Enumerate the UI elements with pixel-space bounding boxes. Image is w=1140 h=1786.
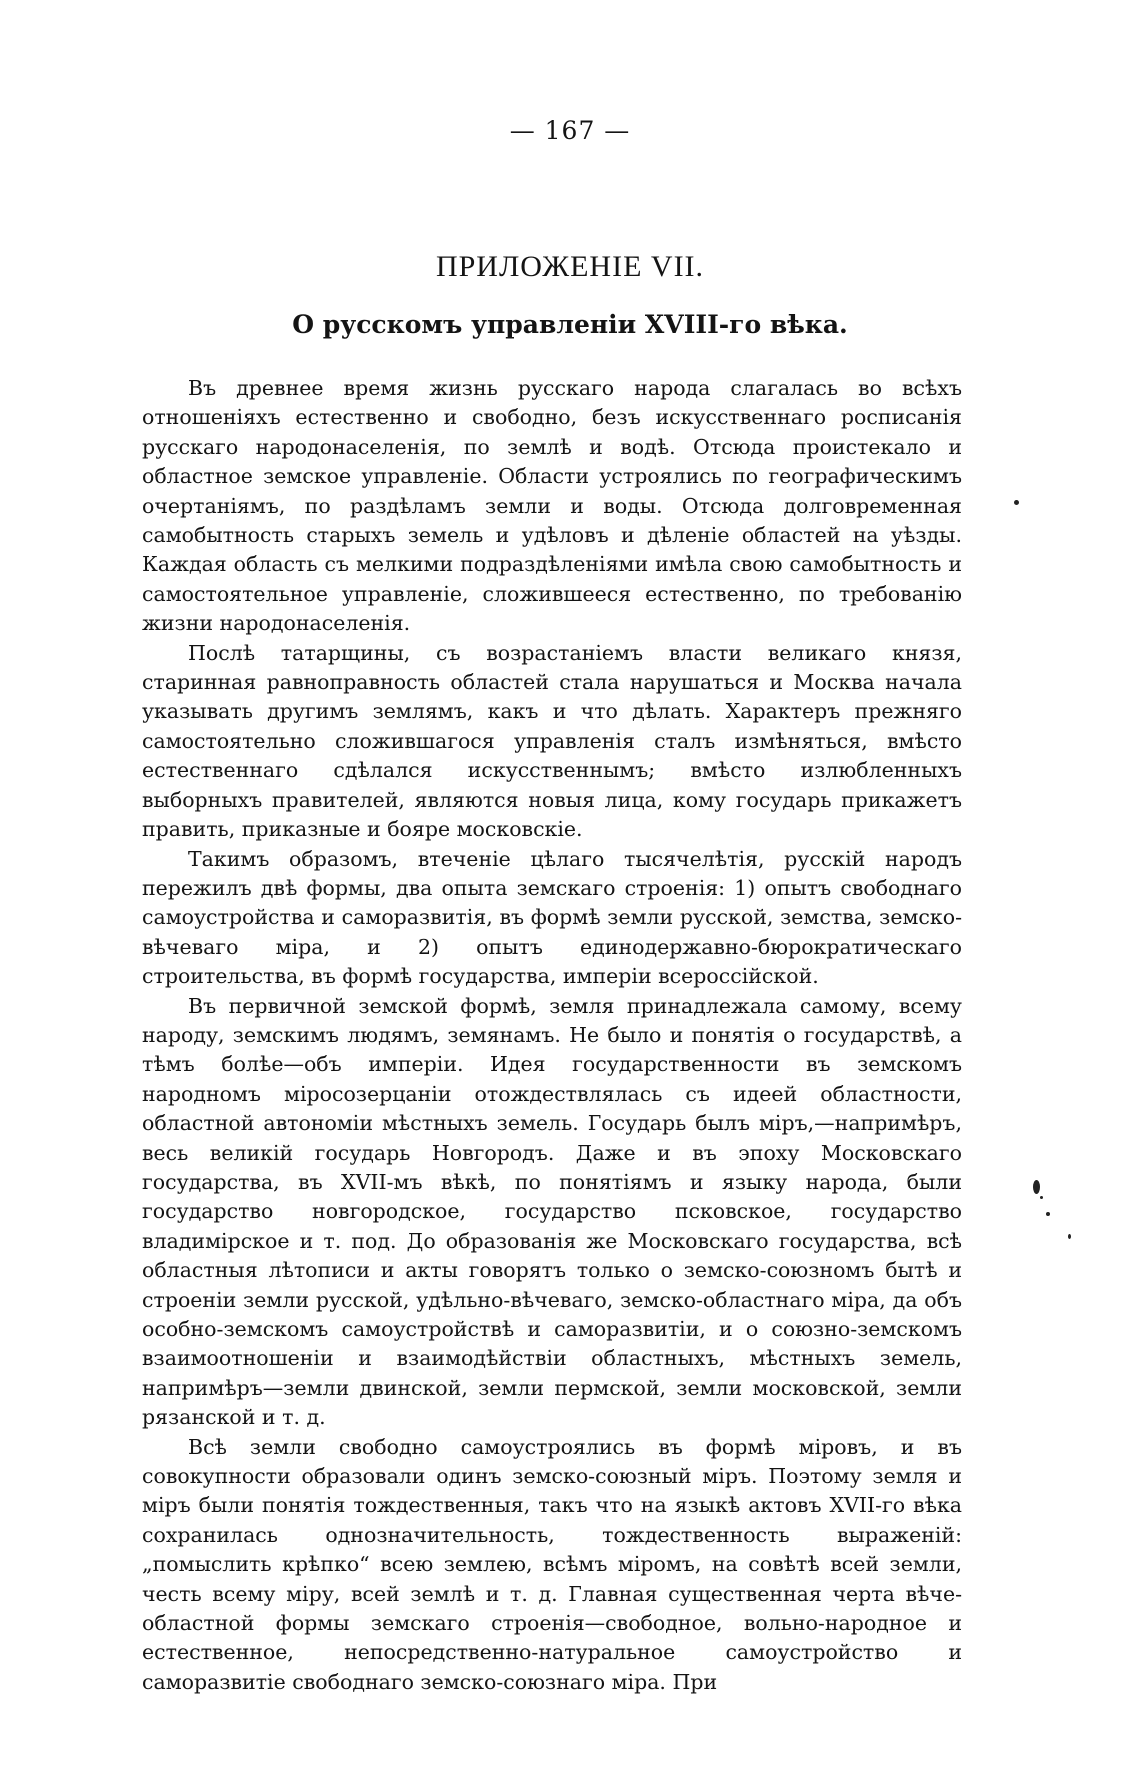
- paragraph: Послѣ татарщины, съ возрастаніемъ власти великаго князя, старинная равноправность областей стала нарушаться и Москва начала указывать другимъ землямъ, какъ и что дѣлать. Характеръ прежняго самостоятельно сложившагося управленія сталъ измѣняться, вмѣсто естественнаго сдѣлался искусственнымъ; вмѣсто излюбленныхъ выборныхъ правителей, являются новыя лица, кому государь прикажетъ править, приказные и бояре московскіе.: [142, 640, 962, 842]
- section-title: О русскомъ управленіи XVIII-го вѣка.: [292, 310, 848, 339]
- body-text: [142, 374, 962, 1697]
- paragraph: Въ первичной земской формѣ, земля принадлежала самому, всему народу, земскимъ людямъ, земянамъ. Не было и понятія о государствѣ, а тѣмъ болѣе—объ имперіи. Идея государственности въ земскомъ народномъ міросозерцаніи отождествлялась съ идеей областности, областной автономіи мѣстныхъ земель. Государь былъ міръ,—напримѣръ, весь великій государь Новгородъ. Даже и въ эпоху Московскаго государства, въ XVII-мъ вѣкѣ, по понятіямъ и языку народа, были государство новгородское, государство псковское, государство владимірское и т. под. До образованія же Московскаго государства, всѣ областныя лѣтописи и акты говорятъ только о земско-союзномъ бытѣ и строеніи земли русской, удѣльно-вѣчеваго, земско-областнаго міра, да объ особно-земскомъ самоустройствѣ и саморазвитіи, и о союзно-земскомъ взаимоотношеніи и взаимодѣйствіи областныхъ, мѣстныхъ земель, напримѣръ—земли двинской, земли пермской, земли московской, земли рязанской и т. д.: [142, 993, 962, 1430]
- print-speck: [1068, 1234, 1071, 1239]
- print-speck: [1040, 1196, 1043, 1199]
- paragraph: Такимъ образомъ, втеченіе цѣлаго тысячелѣтія, русскій народъ пережилъ двѣ формы, два опыта земскаго строенія: 1) опытъ свободнаго самоустройства и саморазвитія, въ формѣ земли русской, земства, земско-вѣчеваго міра, и 2) опытъ единодержавно-бюрократическаго строительства, въ формѣ государства, имперіи всероссійской.: [142, 846, 962, 989]
- paragraph: Всѣ земли свободно самоустроялись въ формѣ міровъ, и въ совокупности образовали одинъ земско-союзный міръ. Поэтому земля и міръ были понятія тождественныя, такъ что на языкѣ актовъ XVII-го вѣка сохранилась однозначительность, тождественность выраженій: „помыслить крѣпко“ всею землею, всѣмъ міромъ, на совѣтѣ всей земли, честь всему міру, всей землѣ и т. д. Главная существенная черта вѣче-областной формы земскаго строенія—свободное, вольно-народное и естественное, непосредственно-натуральное самоустройство и саморазвитіе свободнаго земско-союзнаго міра. При: [142, 1434, 962, 1694]
- appendix-title: ПРИЛОЖЕНІЕ VII.: [435, 250, 705, 283]
- paragraph: Въ древнее время жизнь русскаго народа слагалась во всѣхъ отношеніяхъ естественно и свободно, безъ искусственнаго росписанія русскаго народонаселенія, по землѣ и водѣ. Отсюда проистекало и областное земское управленіе. Области устроялись по географическимъ очертаніямъ, по раздѣламъ земли и воды. Отсюда долговременная самобытность старыхъ земель и удѣловъ и дѣленіе областей на уѣзды. Каждая область съ мелкими подраздѣленіями имѣла свою самобытность и самостоятельное управленіе, сложившееся естественно, по требованію жизни народонаселенія.: [142, 376, 962, 636]
- page-number: — 167 —: [509, 116, 631, 145]
- print-speck: [1046, 1212, 1050, 1216]
- print-speck: [1014, 500, 1019, 505]
- print-speck: [1033, 1180, 1040, 1194]
